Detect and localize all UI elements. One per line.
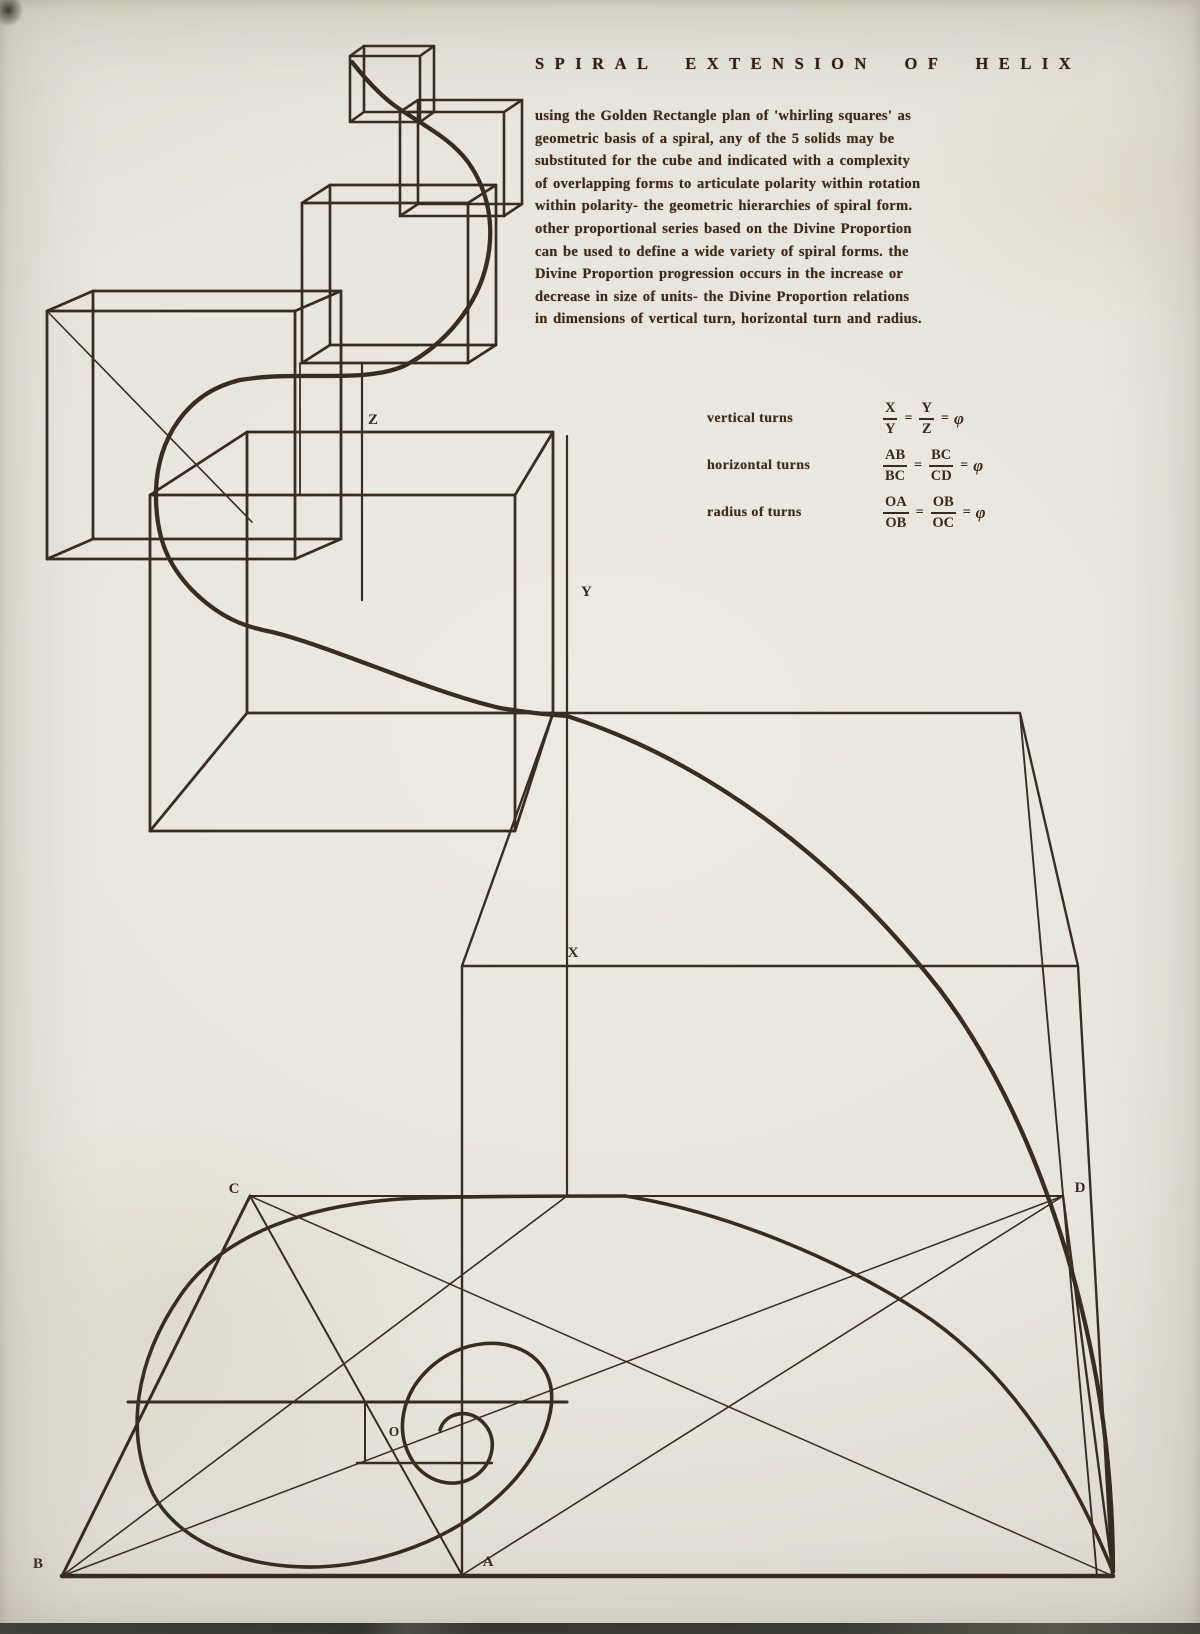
formula-label: radius of turns [707,504,802,520]
fraction-numerator: OA [883,494,909,514]
paragraph-line: Divine Proportion progression occurs in the increase or [535,266,904,283]
equals-sign: = [904,410,913,426]
fraction-denominator: CD [930,467,952,484]
page-title: SPIRAL EXTENSION OF HELIX [535,54,1082,73]
fraction-denominator: BC [885,467,906,484]
cube-5 [150,432,553,831]
fraction-denominator: OB [885,514,907,531]
phi-symbol: φ [973,455,984,475]
cube-2 [400,100,522,216]
fraction-denominator: Z [921,420,932,437]
formula-label: horizontal turns [707,457,811,473]
equals-sign: = [962,504,971,520]
fraction-denominator: Y [885,420,896,437]
label-d: D [1074,1180,1086,1196]
equals-sign: = [960,457,969,473]
cube-6-large [462,713,1112,1576]
phi-symbol: φ [953,408,964,428]
fraction-numerator: BC [929,447,953,467]
formula-horizontal-turns [707,442,986,489]
cube-4 [47,291,341,559]
body-paragraph [535,105,1143,331]
formula-radius-of-turns [707,489,986,536]
equals-sign: = [915,504,924,520]
fraction [919,400,933,437]
fraction [883,494,909,531]
paragraph-line: of overlapping forms to articulate polarity within rotation [535,175,921,192]
label-a: A [482,1554,494,1570]
fraction-numerator: X [883,400,897,420]
fraction [883,447,907,484]
paragraph-line: can be used to define a wide variety of spiral forms. the [535,243,909,260]
paragraph-line: using the Golden Rectangle plan of 'whirling squares' as [535,108,912,124]
formula-vertical-turns [707,395,986,442]
paragraph-line: within polarity- the geometric hierarchies of spiral form. [535,198,913,215]
paragraph-line: decrease in size of units- the Divine Proportion relations [535,288,910,305]
formula-label: vertical turns [707,410,794,426]
phi-symbol: φ [975,502,986,522]
fraction-numerator: OB [931,494,956,514]
paragraph-line: other proportional series based on the Divine Proportion [535,220,912,237]
label-c: C [228,1181,240,1197]
label-o: O [388,1424,400,1439]
paragraph-line: geometric basis of a spiral, any of the 5 solids may be [535,130,895,147]
fraction-numerator: AB [883,447,907,467]
fraction [883,400,897,437]
fraction [929,447,953,484]
label-b: B [32,1556,44,1572]
label-y: Y [581,584,592,600]
equals-sign: = [914,457,923,473]
fraction [931,494,956,531]
paragraph-line: substituted for the cube and indicated with a complexity [535,153,911,170]
fraction-numerator: Y [919,400,933,420]
photo-edge-strip [0,1623,1200,1634]
label-x: X [567,945,579,961]
cube-1 [350,46,434,122]
equals-sign: = [940,410,949,426]
paragraph-line: in dimensions of vertical turn, horizontal turn and radius. [535,311,922,328]
plan-spiral-curve [137,1196,1113,1572]
proportion-formulas [707,395,986,536]
label-z: Z [368,412,379,428]
fraction-denominator: OC [932,514,955,531]
